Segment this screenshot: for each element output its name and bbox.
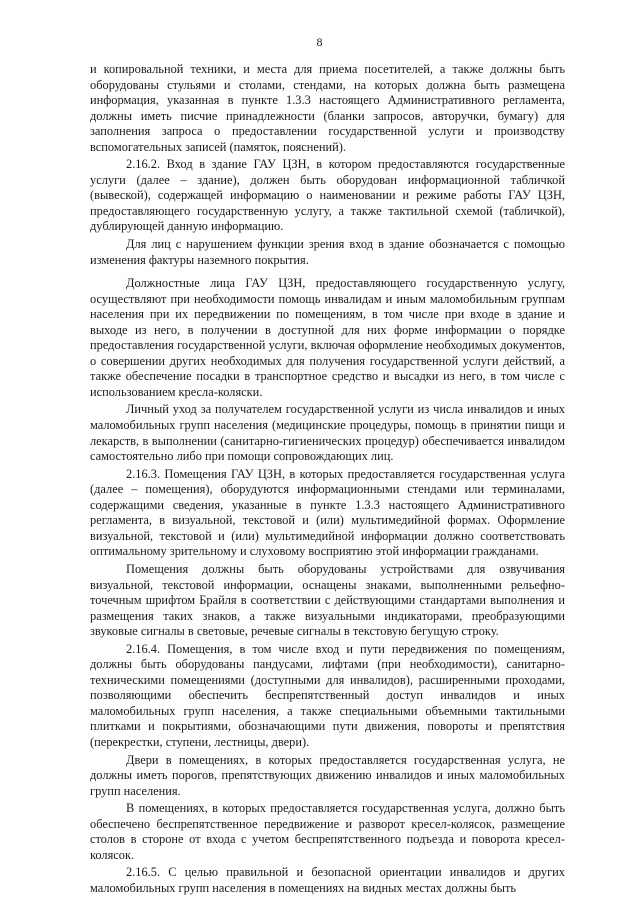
- page-number: 8: [316, 35, 323, 49]
- paragraph-2-16-3: 2.16.3. Помещения ГАУ ЦЗН, в которых предоставляется государственная услуга (далее – помещения), оборудуются информационными стендами или терминалами, содержащими сведения, указанные в пункте 1.3.3 настоящего Административного регламента, в визуальной, текстовой и (или) мультимедийной формах. Оформление визуальной, текстовой и (или) мультимедийной информации должно соответствовать оптимальному зрительному и слуховому восприятию этой информации гражданами.: [90, 466, 565, 559]
- paragraph-continuation: и копировальной техники, и места для приема посетителей, а также должны быть оборудованы стульями и столами, стендами, на которых должна быть размещена информация, указанная в пункте 1.3.3 настоящего Административного регламента, должны иметь писчие принадлежности (бланки запросов, авторучки, бумагу) для заполнения запроса о предоставлении государственной услуги и производству вспомогательных записей (памяток, пояснений).: [90, 62, 565, 154]
- paragraph-staff-assistance: Должностные лица ГАУ ЦЗН, предоставляющего государственную услугу, осуществляют при необходимости помощь инвалидам и иным маломобильным группам населения при их передвижении по помещениям, в том числе при входе в здание и выходе из него, в получении в доступной для них форме информации о порядке предоставления государственной услуги, включая оформление необходимых документов, о совершении других необходимых для получения государственной услуги действий, а также обеспечение посадки в транспортное средство и высадки из него, в том числе с использованием кресла-коляски.: [90, 276, 565, 399]
- paragraph-doors-without-thresholds: Двери в помещениях, в которых предоставляется государственная услуга, не должны иметь порогов, препятствующих движению инвалидов и иных маломобильных групп населения.: [90, 752, 565, 798]
- page-body: [90, 62, 565, 898]
- paragraph-2-16-2: 2.16.2. Вход в здание ГАУ ЦЗН, в котором предоставляются государственные услуги (далее – здание), должен быть оборудован информационной табличкой (вывеской), содержащей информацию о наименовании и режиме работы ГАУ ЦЗН, предоставляющего государственную услугу, а также тактильной схемой (табличкой), дублирующей данную информацию.: [90, 157, 565, 234]
- paragraph-2-16-5: 2.16.5. С целью правильной и безопасной ориентации инвалидов и других маломобильных групп населения в помещениях на видных местах должны быть: [90, 865, 565, 895]
- paragraph-vision-impaired-entrance: Для лиц с нарушением функции зрения вход в здание обозначается с помощью изменения фактуры наземного покрытия.: [90, 237, 565, 267]
- paragraph-sound-and-braille: Помещения должны быть оборудованы устройствами для озвучивания визуальной, текстовой информации, оснащены знаками, выполненными рельефно-точечным шрифтом Брайля в соответствии с действующими стандартами выполнения и размещения таких знаков, а также визуальными индикаторами, преобразующими звуковые сигналы в световые, речевые сигналы в текстовую бегущую строку.: [90, 561, 565, 639]
- paragraph-wheelchair-movement: В помещениях, в которых предоставляется государственная услуга, должно быть обеспечено беспрепятственное передвижение и разворот кресел-колясок, размещение столов в стороне от входа с учетом беспрепятственного подъезда и поворота кресел-колясок.: [90, 801, 565, 862]
- paragraph-2-16-4: 2.16.4. Помещения, в том числе вход и пути передвижения по помещениям, должны быть оборудованы пандусами, лифтами (при необходимости), санитарно-техническими помещениями (доступными для инвалидов), расширенными проходами, позволяющими обеспечить беспрепятственный доступ инвалидов и иных маломобильных групп населения, а также специальными объемными тактильными плитками и покрытиями, обозначающими пути движения, повороты и препятствия (перекрестки, ступени, лестницы, двери).: [90, 641, 565, 749]
- paragraph-personal-care: Личный уход за получателем государственной услуги из числа инвалидов и иных маломобильных групп населения (медицинские процедуры, помощь в принятии пищи и лекарств, в выполнении (санитарно-гигиенических процедур) обеспечивается инвалидом самостоятельно либо при помощи сопровождающих лиц.: [90, 402, 565, 464]
